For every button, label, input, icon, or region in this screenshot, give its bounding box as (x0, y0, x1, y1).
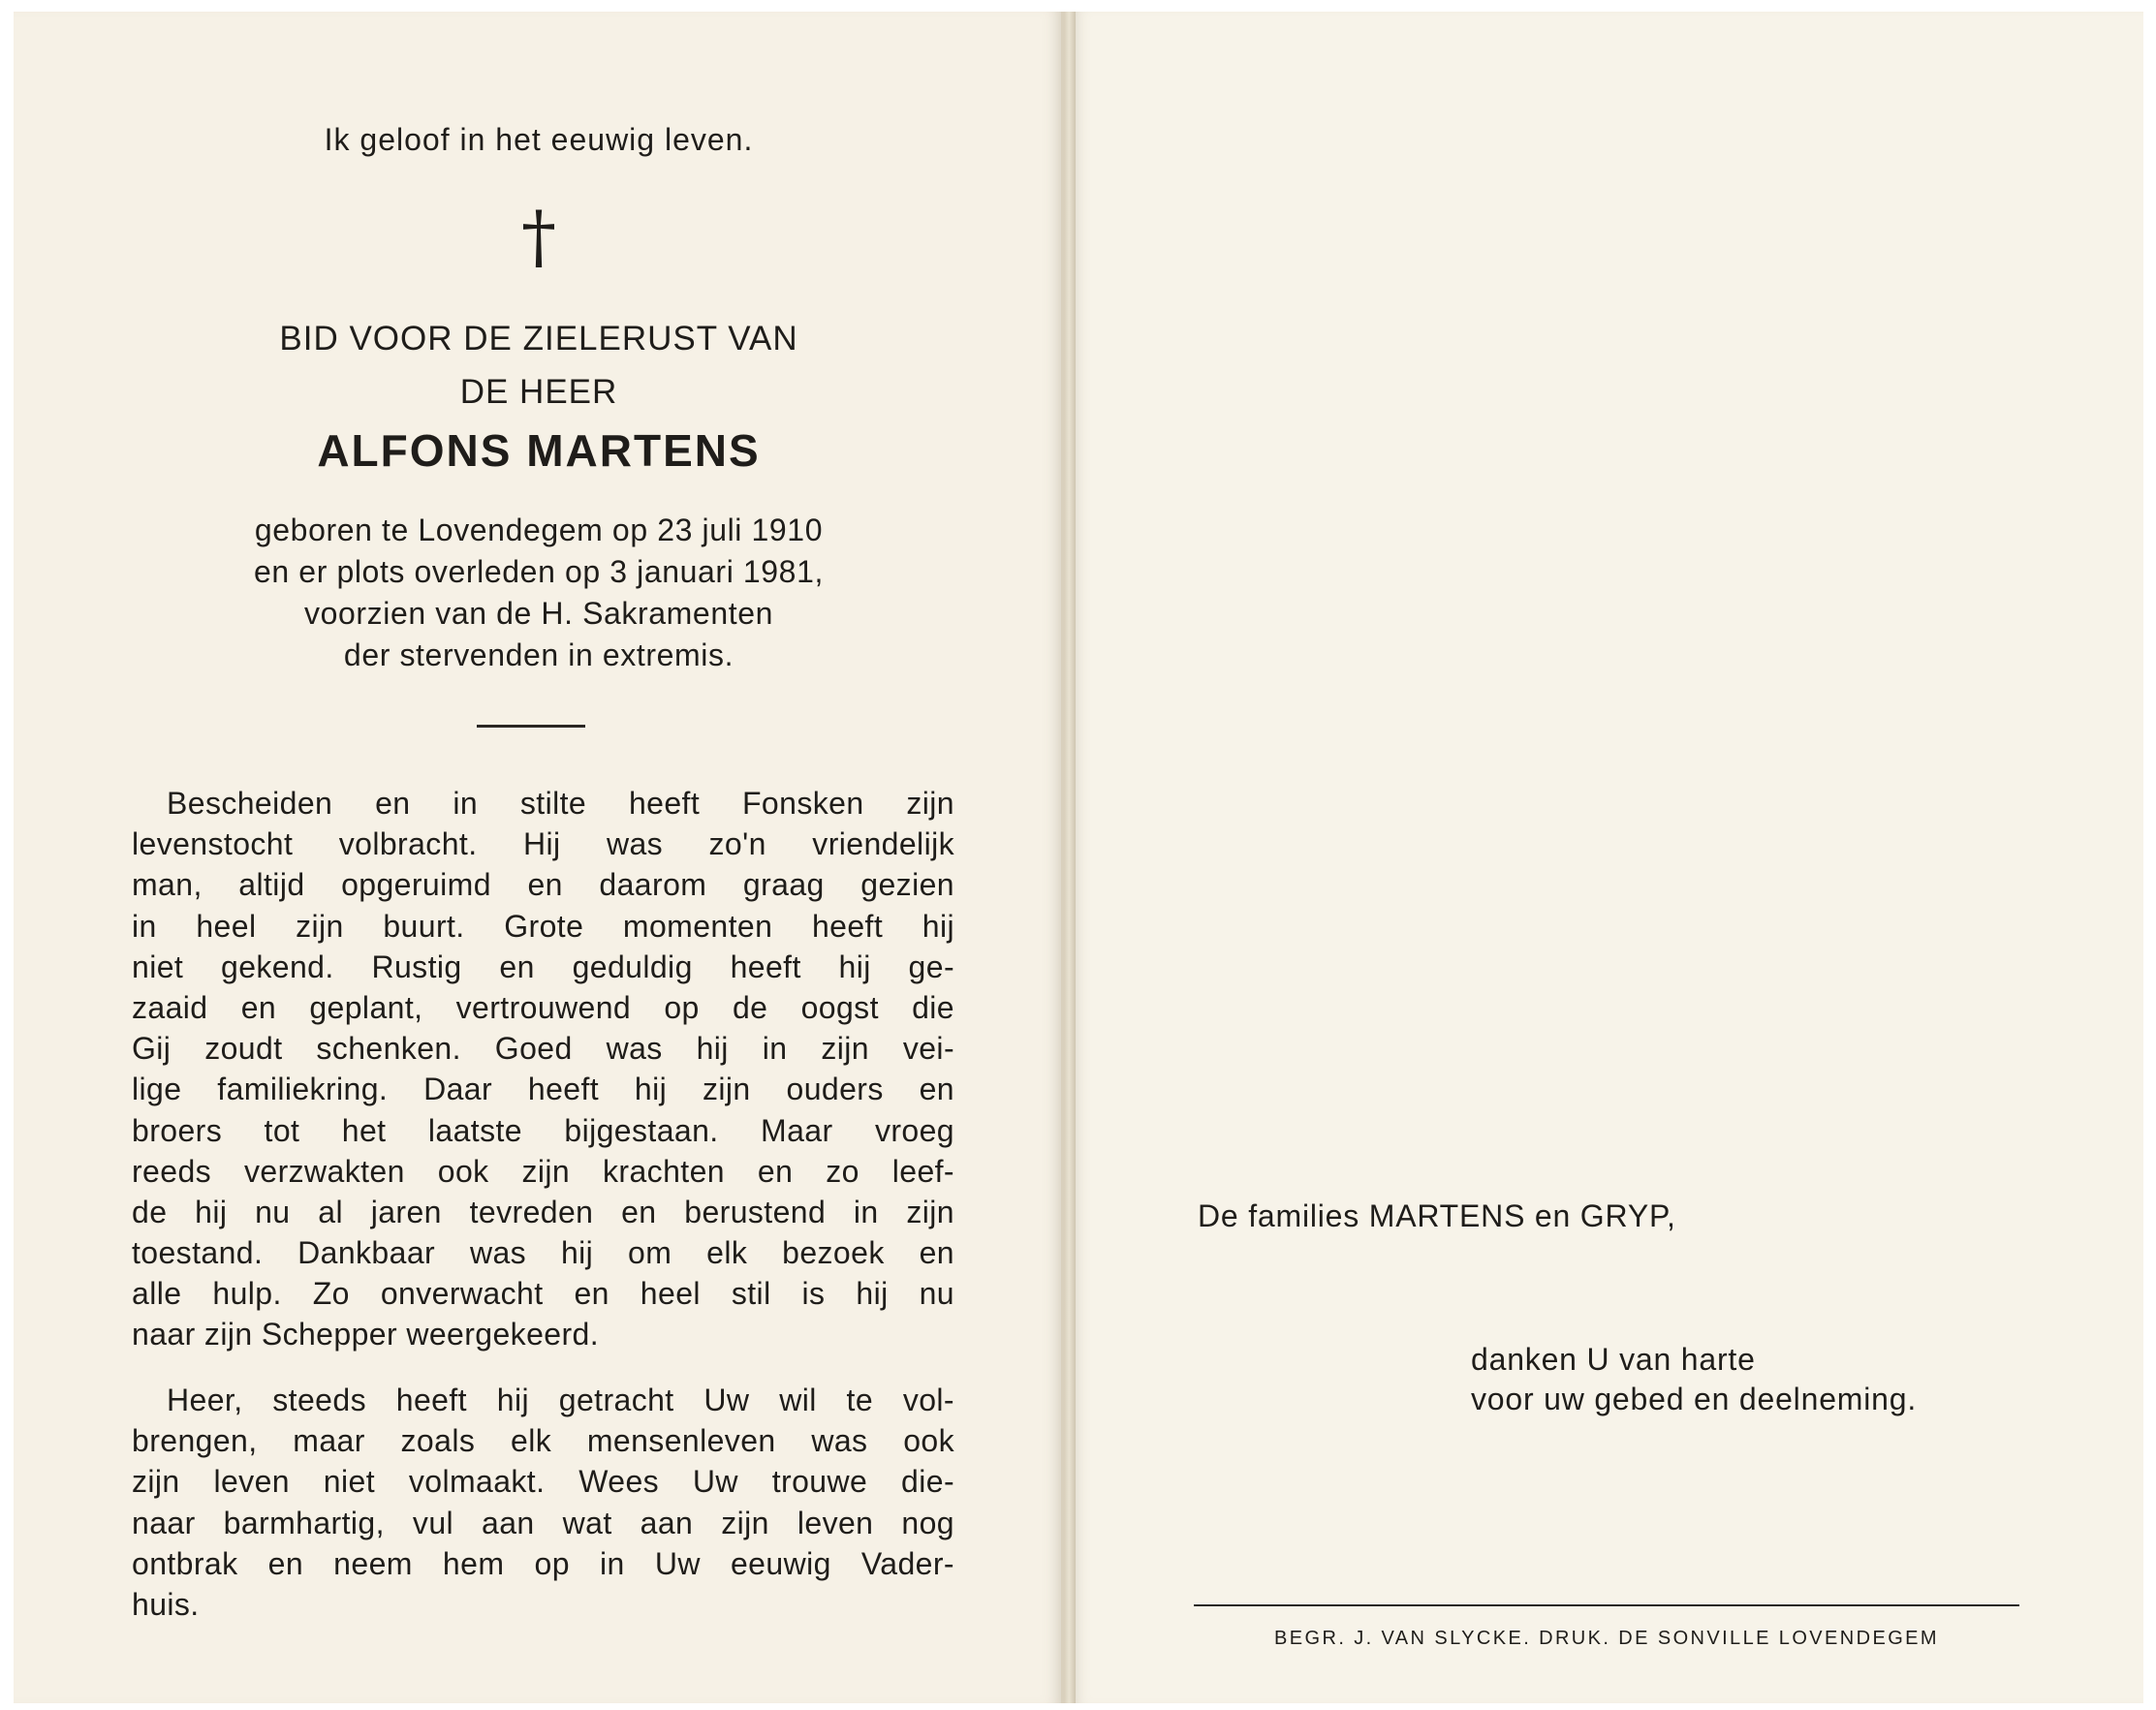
birth-line: geboren te Lovendegem op 23 juli 1910 (254, 513, 824, 547)
paragraph-line: lige familiekring. Daar heeft hij zijn ouders en (132, 1072, 954, 1107)
opening-line: Ik geloof in het eeuwig leven. (324, 122, 754, 157)
card-fold (1064, 12, 1076, 1703)
printer-credit: BEGR. J. VAN SLYCKE. DRUK. DE SONVILLE LOVENDEGEM (1274, 1628, 1939, 1649)
deceased-name: ALFONS MARTENS (317, 425, 761, 476)
memorial-paragraph (132, 783, 954, 1355)
paragraph-line: alle hulp. Zo onverwacht en heel stil is hij nu (132, 1276, 954, 1312)
paragraph-line: Gij zoudt schenken. Goed was hij in zijn vei- (132, 1031, 954, 1067)
paragraph-line: brengen, maar zoals elk mensenleven was ook (132, 1423, 954, 1459)
paragraph-line: toestand. Dankbaar was hij om elk bezoek en (132, 1235, 954, 1271)
separator-rule (477, 725, 585, 728)
paragraph-line: broers tot het laatste bijgestaan. Maar vroeg (132, 1112, 954, 1148)
paragraph-line: naar barmhartig, vul aan wat aan zijn leven nog (132, 1505, 954, 1540)
extremis-line: der stervenden in extremis. (343, 637, 734, 672)
paragraph-line: zaaid en geplant, vertrouwend op de oogst die (132, 989, 954, 1025)
thanks-line: voor uw gebed en deelneming. (1471, 1382, 1918, 1416)
paragraph-line: de hij nu al jaren tevreden en berustend in zijn (132, 1194, 954, 1229)
paragraph-line: niet gekend. Rustig en geduldig heeft hij ge- (132, 948, 954, 984)
families-line: De families MARTENS en GRYP, (1198, 1198, 1676, 1233)
paragraph-line: reeds verzwakten ook zijn krachten en zo leef- (132, 1153, 954, 1189)
right-page (1076, 12, 2143, 1703)
prayer-paragraph (132, 1380, 954, 1625)
paragraph-line: zijn leven niet volmaakt. Wees Uw trouwe die- (132, 1464, 954, 1500)
prayer-subheading: DE HEER (459, 373, 618, 411)
paragraph-line: in heel zijn buurt. Grote momenten heeft hij (132, 908, 954, 944)
cross-icon: † (521, 196, 556, 277)
paragraph-line: ontbrak en neem hem op in Uw eeuwig Vader- (132, 1545, 954, 1581)
paragraph-line: Bescheiden en in stilte heeft Fonsken zijn (167, 786, 954, 821)
paragraph-line: man, altijd opgeruimd en daarom graag gezien (132, 867, 954, 903)
prayer-heading: BID VOOR DE ZIELERUST VAN (279, 320, 798, 358)
footer-rule (1194, 1604, 2019, 1606)
paragraph-line: naar zijn Schepper weergekeerd. (132, 1317, 600, 1352)
death-line: en er plots overleden op 3 januari 1981, (254, 554, 824, 589)
paragraph-line: levenstocht volbracht. Hij was zo'n vriendelijk (132, 826, 954, 862)
paragraph-line: Heer, steeds heeft hij getracht Uw wil te vol- (167, 1383, 954, 1417)
sacraments-line: voorzien van de H. Sakramenten (303, 596, 774, 631)
thanks-line: danken U van harte (1471, 1342, 1756, 1377)
life-details (14, 510, 1064, 676)
paragraph-line: huis. (132, 1586, 200, 1622)
